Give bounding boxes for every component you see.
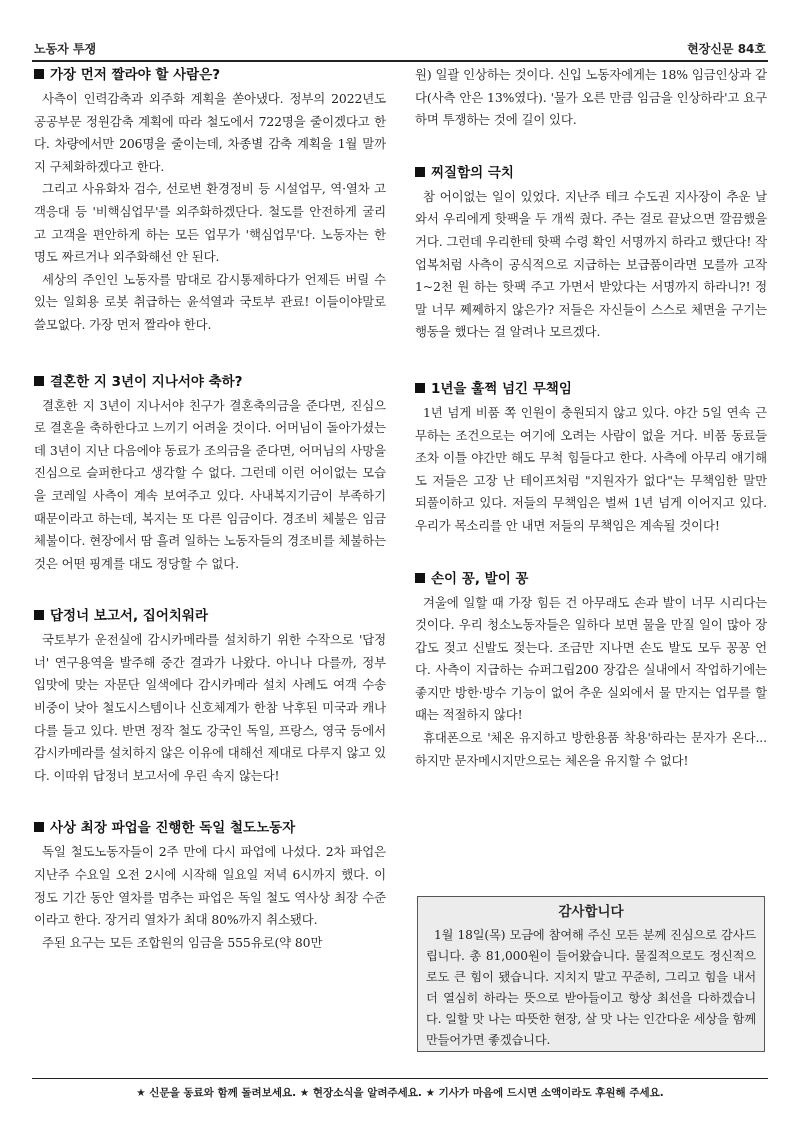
article-cold-hands: [415, 568, 767, 773]
square-bullet-icon: [415, 167, 425, 177]
square-bullet-icon: [34, 69, 44, 79]
header-divider: [32, 60, 768, 62]
article-title: 1년을 훌쩍 넘긴 무책임: [415, 378, 767, 400]
square-bullet-icon: [34, 822, 44, 832]
square-bullet-icon: [415, 573, 425, 583]
footer-notice: ★ 신문을 동료와 함께 돌려보세요. ★ 현장소식을 알려주세요. ★ 기사가 마음에 드시면 소액이라도 후원해 주세요.: [136, 1087, 664, 1099]
article-german-strike: [34, 817, 386, 954]
article-report: [34, 605, 386, 787]
article-paragraph: 원) 일괄 인상하는 것이다. 신입 노동자에게는 18% 임금인상과 같다(사측 안은 13%였다). '물가 오른 만큼 임금을 인상하라'고 요구하며 투쟁하는 것에 길이 있다.: [415, 67, 767, 128]
thanks-box: [417, 896, 765, 1052]
article-paragraph: 국토부가 운전실에 감시카메라를 설치하기 위한 수작으로 '답정너' 연구용역을 발주해 중간 결과가 나왔다. 아니나 다를까, 정부 입맛에 맞는 자문단 일색에다 감시카메라 설치 사례도 여객 수송 비중이 낮아 철도시스템이나 신호체계가 한참 낙후된 미국과 캐나다를 들고 있다. 반면 정작 철도 강국인 독일, 프랑스, 영국 등에서 감시카메라를 설치하지 않은 이유에 대해선 제대로 다루지 않고 있다. 이따위 답정너 보고서에 우린 속지 않는다!: [34, 632, 386, 783]
article-paragraph: 결혼한 지 3년이 지나서야 친구가 결혼축의금을 준다면, 진심으로 결혼을 축하한다고 느끼기 어려울 것이다. 어머님이 돌아가셨는데 3년이 지난 다음에야 동료가 조의금을 준다면, 어머님의 사망을 진심으로 슬퍼한다고 생각할 수 없다. 그런데 이런 어이없는 모습을 코레일 사측이 계속 보여주고 있다. 사내복지기금이 부족하기 때문이라고 하는데, 복지는 또 다른 임금이다. 경조비 체불은 임금 체불이다. 현장에서 땀 흘려 일하는 노동자들의 경조비를 체불하는 것은 어떤 핑계를 대도 정당할 수 없다.: [34, 397, 386, 571]
page-header: [0, 0, 800, 60]
article-title: 사상 최장 파업을 진행한 독일 철도노동자: [34, 817, 386, 839]
article-paragraph: 참 어이없는 일이 있었다. 지난주 테크 수도권 지사장이 추운 날 와서 우리에게 핫팩을 두 개씩 줬다. 주는 걸로 끝났으면 깔끔했을 거다. 그런데 우리한테 핫팩 수령 확인 서명까지 하라고 했단다! 작업복처럼 사측이 공식적으로 지급하는 보급품이라면 모를까 고작 1~2천 원 하는 핫팩 주고 가면서 받았다는 서명까지 하라니?! 정말 너무 쩨쩨하지 않은가? 저들은 자신들이 스스로 체면을 구기는 행동을 했다는 걸 알려나 모르겠다.: [415, 188, 767, 340]
thanks-text: 1월 18일(목) 모금에 참여해 주신 모든 분께 진심으로 감사드립니다. 총 81,000원이 들어왔습니다. 물질적으로도 정신적으로도 큰 힘이 됐습니다. 지치지 말고 꾸준히, 그리고 힘을 내서 더 열심히 하라는 뜻으로 받아들이고 항상 최선을 다하겠습니다. 일할 맛 나는 따뜻한 현장, 살 맛 나는 인간다운 세상을 함께 만들어가면 좋겠습니다.: [426, 928, 756, 1047]
square-bullet-icon: [415, 383, 425, 393]
article-paragraph: 그리고 사유화차 검수, 선로변 환경정비 등 시설업무, 역·열차 고객응대 등 '비핵심업무'를 외주화하겠단다. 철도를 안전하게 굴리고 고객을 편안하게 하는 모든 업무가 '핵심업무'다. 노동자는 한 명도 짜르거나 외주화해선 안 된다.: [34, 181, 386, 265]
article-title: 답정너 보고서, 집어치워라: [34, 605, 386, 627]
article-wedding-gift: [34, 371, 386, 576]
article-paragraph: 사측이 인력감축과 외주화 계획을 쏟아냈다. 정부의 2022년도 공공부문 정원감축 계획에 따라 철도에서 722명을 줄이겠다고 한다. 차량에서만 206명을 줄이는데, 차종별 감축 계획을 1월 말까지 구체화하겠다고 한다.: [34, 91, 386, 174]
square-bullet-icon: [34, 610, 44, 620]
right-column: [415, 64, 767, 772]
article-title: 결혼한 지 3년이 지나서야 축하?: [34, 371, 386, 393]
article-paragraph: 세상의 주인인 노동자를 맘대로 감시통제하다가 언제든 버릴 수 있는 일회용 로봇 취급하는 윤석열과 국토부 관료! 이들이야말로 쓸모없다. 가장 먼저 짤라야 한다.: [34, 271, 386, 332]
article-title: 가장 먼저 짤라야 할 사람은?: [34, 64, 386, 86]
article-paragraph: 주된 요구는 모든 조합원의 임금을 555유로(약 80만: [42, 934, 323, 950]
article-irresponsibility: [415, 378, 767, 538]
publication-name: 노동자 투쟁: [34, 42, 97, 56]
square-bullet-icon: [34, 376, 44, 386]
issue-number: 현장신문 84호: [687, 42, 766, 56]
article-title: 손이 꽁, 발이 꽁: [415, 568, 767, 590]
footer-divider: [32, 1078, 768, 1079]
article-cut-first: [34, 64, 386, 337]
article-hotpack: [415, 162, 767, 344]
article-paragraph: 독일 철도노동자들이 2주 만에 다시 파업에 나섰다. 2차 파업은 지난주 수요일 오전 2시에 시작해 일요일 저녁 6시까지 했다. 이 정도 기간 동안 열차를 멈추는 파업은 독일 철도 역사상 최장 수준이라고 한다. 장거리 열차가 최대 80%까지 취소됐다.: [34, 844, 386, 928]
article-title: 찌질함의 극치: [415, 162, 767, 184]
left-column: [34, 64, 386, 954]
thanks-title: 감사합니다: [558, 904, 624, 920]
article-paragraph: 겨울에 일할 때 가장 힘든 건 아무래도 손과 발이 너무 시리다는 것이다. 우리 청소노동자들은 일하다 보면 물을 만질 일이 많아 장갑도 젖고 신발도 젖는다. 조금만 지나면 손도 발도 모두 꽁꽁 언다. 사측이 지급하는 슈퍼그립200 장갑은 실내에서 작업하기에는 좋지만 방한·방수 기능이 없어 추운 실외에서 물 만지는 업무를 할 때는 적절하지 않다!: [415, 594, 767, 723]
article-paragraph: 휴대폰으로 '체온 유지하고 방한용품 착용'하라는 문자가 온다... 하지만 문자메시지만으로는 체온을 유지할 수 없다!: [415, 730, 767, 768]
article-paragraph: 1년 넘게 비품 쪽 인원이 충원되지 않고 있다. 야간 5일 연속 근무하는 조건으로는 여기에 오려는 사람이 없을 거다. 비품 동료들조차 이틀 야간만 해도 무척 힘들다고 한다. 사측에 아무리 얘기해도 저들은 고장 난 테이프처럼 "지원자가 없다"는 무책임한 말만 되풀이하고 있다. 저들의 무책임은 벌써 1년 넘게 이어지고 있다. 우리가 목소리를 안 내면 저들의 무책임은 계속될 것이다!: [415, 404, 767, 533]
article-continuation: [415, 64, 767, 132]
